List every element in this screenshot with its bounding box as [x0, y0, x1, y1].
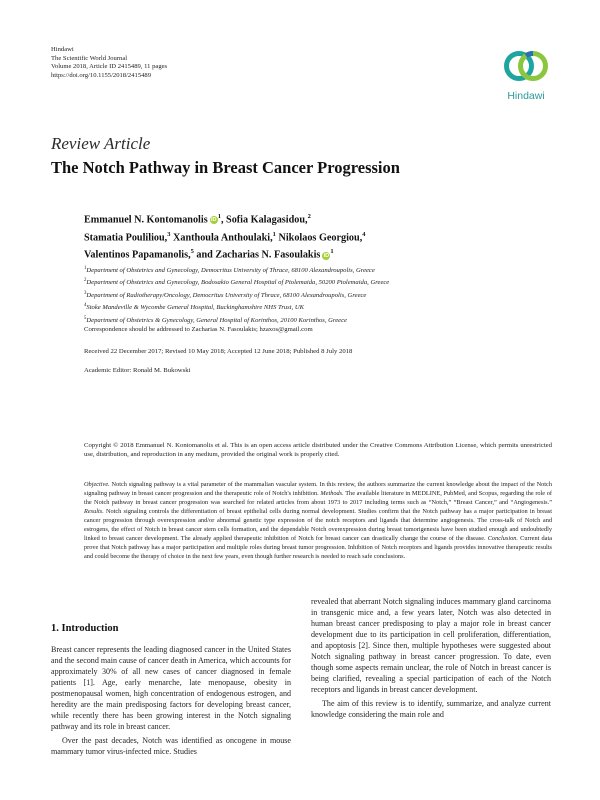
affil-sup: 1	[217, 213, 221, 220]
author-line-3	[84, 245, 366, 263]
body-column-left	[51, 644, 291, 757]
affil-sup: 1	[272, 230, 276, 238]
affil-number: 3	[84, 290, 87, 296]
abstract-conclusion: Current data prove that Notch pathway has a major participation and multiple roles during breast tumor progression. Inhibition of Notch receptors and ligands provides innovative therapeutic results and could become the therapy of choice in the next few years, even though further research is needed to reach safe conclusions.	[84, 535, 553, 560]
abstract-results: Notch signaling controls the differentiation of breast epithelial cells during normal development. Studies confirm that the Notch pathway has a major participation in breast cancer progression through overexpression and/or abnormal genetic type expression of the notch receptors and ligands that determine angiogenesis. The cross-talk of Notch and estrogens, the effect of Notch in breast cancer stem cells formation, and the dependable Notch overexpression during breast tumorigenesis have been studied enough and undoubtedly linked to breast cancer development. The already applied therapeutic inhibition of Notch for breast cancer can drastically change the course of the disease.	[84, 508, 552, 542]
abstract	[84, 480, 552, 561]
section-heading: 1. Introduction	[51, 623, 119, 634]
author-name: Nikolaos Georgiou,	[275, 231, 363, 243]
affil-text: Department of Obstetrics & Gynecology, General Hospital of Korinthos, 20100 Korinthos, Greece	[86, 317, 347, 325]
article-title: The Notch Pathway in Breast Cancer Progression	[51, 158, 400, 177]
affiliations	[84, 264, 389, 326]
author-name: Valentinos Papamanolis,	[84, 249, 191, 261]
orcid-icon[interactable]: iD	[323, 252, 330, 259]
author-line-2	[84, 228, 366, 246]
copyright-notice: Copyright © 2018 Emmanuel N. Kontomanolis et al. This is an open access article distributed under the Creative Commons Attribution License, which permits unrestricted use, distribution, and reproduction in any medium, provided the original work is properly cited.	[84, 442, 552, 459]
volume-info: Volume 2018, Article ID 2415489, 11 pages	[51, 63, 168, 71]
affil-number: 1	[84, 266, 87, 271]
affil-number: 4	[84, 303, 87, 309]
doi-link[interactable]: https://doi.org/10.1155/2018/2415489	[51, 71, 152, 79]
affil-number: 2	[84, 278, 87, 284]
affil-number: 5	[84, 315, 87, 321]
abstract-conclusion-label: Conclusion.	[487, 535, 518, 542]
logo-wordmark: Hindawi	[507, 90, 545, 102]
academic-editor: Academic Editor: Ronald M. Bukowski	[84, 367, 191, 374]
affil-text: Department of Obstetrics and Gynecology, Democritus University of Thrace, 68100 Alexandroupolis, Greece	[86, 267, 375, 275]
affil-text: Department of Radiotherapy/Oncology, Democritus University of Thrace, 68100 Alexandroupolis, Greece	[86, 292, 367, 300]
body-paragraph: Breast cancer represents the leading diagnosed cancer in the United States and the second main cause of cancer death in America, which accounts for approximately 30% of all new cases of cancer diagnosed in female patients [1]. Age, early menarche, late menopause, obesity in postmenopausal women, high concentration of endogenous estrogen, and heredity are the main predisposing factors for developing breast cancer, while recently there has been growing interest in the Notch signaling pathway and its role in breast cancer.	[51, 645, 291, 732]
journal-meta	[51, 46, 167, 80]
affil-text: Department of Obstetrics and Gynecology, Bodosakio General Hospital of Ptolemaida, 50200 Ptolemaida, Greece	[86, 279, 390, 287]
article-type: Review Article	[51, 134, 151, 153]
affil-sup: 3	[167, 230, 171, 238]
correspondence: Correspondence should be addressed to Zacharias N. Fasoulakis; hzaxos@gmail.com	[84, 326, 313, 333]
author-name: , Sofia Kalagasidou,	[220, 214, 308, 226]
affiliation-item	[84, 276, 389, 288]
affiliation-item	[84, 314, 389, 326]
author-name: Emmanuel N. Kontomanolis	[84, 214, 208, 226]
author-list	[84, 210, 366, 263]
author-name: and Zacharias N. Fasoulakis	[193, 249, 321, 261]
affiliation-item	[84, 264, 389, 276]
abstract-methods-label: Methods.	[320, 490, 344, 497]
affil-sup: 4	[362, 230, 366, 238]
author-name: Xanthoula Anthoulaki,	[170, 231, 273, 243]
affil-text: Stoke Mandeville & Wycombe General Hospital, Buckinghamshire NHS Trust, UK	[86, 304, 305, 312]
author-name: Stamatia Pouliliou,	[84, 231, 168, 243]
orcid-icon[interactable]: iD	[210, 217, 217, 224]
abstract-results-label: Results.	[84, 508, 104, 515]
body-paragraph: revealed that aberrant Notch signaling induces mammary gland carcinoma in transgenic mice and, a few years later, Notch was also detected in human breast cancer predisposing to play a major role in breast cancer development due to its participation in cell proliferation, differentiation, and apoptosis [2]. Since then, multiple hypotheses were suggested about Notch signaling pathway in breast cancer progression. To date, even though some aspects remain unclear, the role of Notch in breast cancer is being clarified, revealing a special participation of each of the Notch receptors and ligands in breast cancer development.	[311, 597, 551, 695]
journal-name: The Scientific World Journal	[51, 54, 128, 62]
affil-sup: 2	[307, 213, 311, 220]
author-line-1	[84, 210, 366, 228]
body-paragraph: The aim of this review is to identify, summarize, and analyze current knowledge considering the main role and	[311, 699, 551, 720]
abstract-objective-label: Objective.	[84, 481, 110, 488]
affiliation-item	[84, 301, 389, 313]
hindawi-logo-icon	[497, 46, 555, 90]
publisher-name: Hindawi	[51, 46, 74, 53]
body-paragraph: Over the past decades, Notch was identified as oncogene in mouse mammary tumor virus-infected mice. Studies	[51, 736, 291, 757]
body-column-right	[311, 596, 551, 721]
abstract-objective: Notch signaling pathway is a vital parameter of the mammalian vascular system. In this review, the authors summarize the current knowledge about the impact of the Notch signaling pathway in breast cancer progression and the therapeutic role of Notch's inhibition.	[84, 481, 552, 497]
publication-dates: Received 22 December 2017; Revised 10 May 2018; Accepted 12 June 2018; Published 8 July 2018	[84, 348, 353, 355]
abstract-methods: The available literature in MEDLINE, PubMed, and Scopus, regarding the role of the Notch pathway in breast cancer progression was searched for related articles from about 1973 to 2017 including terms such as “Notch,” “Breast Cancer,” and “Angiogenesis.”	[84, 490, 552, 506]
hindawi-logo	[497, 46, 555, 106]
affiliation-item	[84, 289, 389, 301]
affil-sup: 5	[190, 248, 194, 256]
affil-sup: 1	[330, 248, 334, 256]
